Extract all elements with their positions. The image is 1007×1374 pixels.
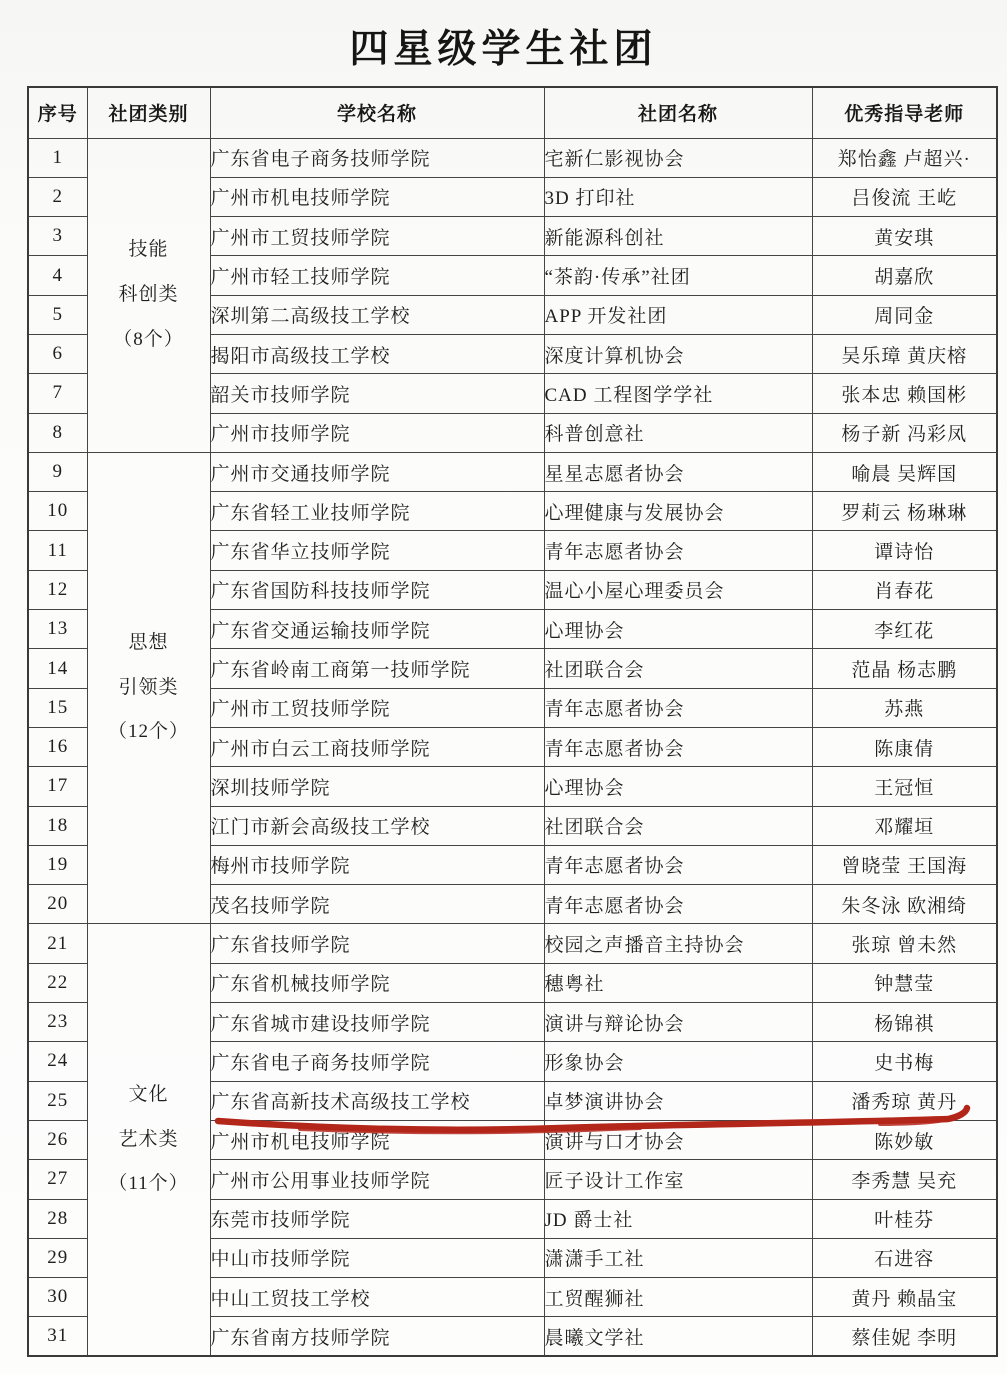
teachers-cell: 蔡佳妮 李明 (812, 1317, 997, 1356)
row-number-cell: 16 (28, 727, 87, 766)
row-number-cell: 23 (28, 1003, 87, 1042)
school-name-cell: 广东省技师学院 (210, 924, 544, 963)
school-name-cell: 广东省交通运输技师学院 (210, 610, 544, 649)
teachers-cell: 潘秀琼 黄丹 (812, 1081, 997, 1120)
club-name-cell: 新能源科创社 (544, 217, 812, 256)
club-name-cell: 演讲与辩论协会 (544, 1003, 812, 1042)
club-name-cell: APP 开发社团 (544, 295, 812, 334)
club-name-cell: 社团联合会 (544, 806, 812, 845)
club-name-cell: 深度计算机协会 (544, 334, 812, 373)
school-name-cell: 广东省城市建设技师学院 (210, 1003, 544, 1042)
school-name-cell: 广东省南方技师学院 (210, 1317, 544, 1356)
club-name-cell: 匠子设计工作室 (544, 1160, 812, 1199)
club-name-cell: 青年志愿者协会 (544, 885, 812, 924)
table-row (28, 138, 997, 177)
teachers-cell: 邓耀垣 (812, 806, 997, 845)
teachers-cell: 胡嘉欣 (812, 256, 997, 295)
header-row (28, 87, 997, 138)
teachers-cell: 吴乐璋 黄庆榕 (812, 334, 997, 373)
table-row (28, 452, 997, 491)
teachers-cell: 苏燕 (812, 688, 997, 727)
row-number-cell: 1 (28, 138, 87, 177)
school-name-cell: 茂名技师学院 (210, 885, 544, 924)
category-line: （12个） (107, 721, 189, 743)
school-name-cell: 广州市工贸技师学院 (210, 217, 544, 256)
club-name-cell: “茶韵·传承”社团 (544, 256, 812, 295)
row-number-cell: 4 (28, 256, 87, 295)
school-name-cell: 广州市机电技师学院 (210, 177, 544, 216)
row-number-cell: 12 (28, 570, 87, 609)
club-name-cell: 温心小屋心理委员会 (544, 570, 812, 609)
club-name-cell: 科普创意社 (544, 413, 812, 452)
school-name-cell: 广东省国防科技技师学院 (210, 570, 544, 609)
category-line: （8个） (113, 328, 184, 350)
row-number-cell: 26 (28, 1120, 87, 1159)
school-name-cell: 广州市轻工技师学院 (210, 256, 544, 295)
teachers-cell: 叶桂芬 (812, 1199, 997, 1238)
school-name-cell: 广东省高新技术高级技工学校 (210, 1081, 544, 1120)
club-name-cell: 形象协会 (544, 1042, 812, 1081)
row-number-cell: 28 (28, 1199, 87, 1238)
school-name-cell: 广东省轻工业技师学院 (210, 492, 544, 531)
school-name-cell: 江门市新会高级技工学校 (210, 806, 544, 845)
teachers-cell: 谭诗怡 (812, 531, 997, 570)
row-number-cell: 24 (28, 1042, 87, 1081)
row-number-cell: 18 (28, 806, 87, 845)
column-header: 优秀指导老师 (812, 87, 997, 138)
club-name-cell: 晨曦文学社 (544, 1317, 812, 1356)
row-number-cell: 9 (28, 452, 87, 491)
category-line: 艺术类 (118, 1128, 179, 1150)
club-name-cell: 心理协会 (544, 767, 812, 806)
club-name-cell: 工贸醒狮社 (544, 1278, 812, 1317)
teachers-cell: 王冠恒 (812, 767, 997, 806)
school-name-cell: 梅州市技师学院 (210, 845, 544, 884)
club-name-cell: 潇潇手工社 (544, 1238, 812, 1277)
teachers-cell: 黄安琪 (812, 217, 997, 256)
teachers-cell: 肖春花 (812, 570, 997, 609)
row-number-cell: 10 (28, 492, 87, 531)
category-cell (87, 452, 210, 924)
teachers-cell: 范晶 杨志鹏 (812, 649, 997, 688)
school-name-cell: 深圳技师学院 (210, 767, 544, 806)
school-name-cell: 广东省华立技师学院 (210, 531, 544, 570)
row-number-cell: 30 (28, 1278, 87, 1317)
school-name-cell: 广州市公用事业技师学院 (210, 1160, 544, 1199)
clubs-table (27, 86, 998, 1357)
row-number-cell: 8 (28, 413, 87, 452)
row-number-cell: 7 (28, 374, 87, 413)
category-cell (87, 924, 210, 1356)
club-name-cell: 星星志愿者协会 (544, 452, 812, 491)
category-cell (87, 138, 210, 452)
teachers-cell: 张琼 曾未然 (812, 924, 997, 963)
club-name-cell: 校园之声播音主持协会 (544, 924, 812, 963)
row-number-cell: 31 (28, 1317, 87, 1356)
row-number-cell: 13 (28, 610, 87, 649)
row-number-cell: 6 (28, 334, 87, 373)
category-line: 文化 (128, 1083, 169, 1105)
teachers-cell: 陈康倩 (812, 727, 997, 766)
club-name-cell: 青年志愿者协会 (544, 688, 812, 727)
row-number-cell: 2 (28, 177, 87, 216)
category-line: （11个） (108, 1173, 189, 1195)
row-number-cell: 15 (28, 688, 87, 727)
teachers-cell: 石进容 (812, 1238, 997, 1277)
row-number-cell: 14 (28, 649, 87, 688)
school-name-cell: 中山工贸技工学校 (210, 1278, 544, 1317)
teachers-cell: 钟慧莹 (812, 963, 997, 1002)
teachers-cell: 曾晓莹 王国海 (812, 845, 997, 884)
category-line: 引领类 (118, 676, 179, 698)
row-number-cell: 27 (28, 1160, 87, 1199)
column-header: 社团名称 (544, 87, 812, 138)
teachers-cell: 陈妙敏 (812, 1120, 997, 1159)
school-name-cell: 广东省电子商务技师学院 (210, 138, 544, 177)
row-number-cell: 11 (28, 531, 87, 570)
teachers-cell: 朱冬泳 欧湘绮 (812, 885, 997, 924)
club-name-cell: 青年志愿者协会 (544, 845, 812, 884)
column-header: 序号 (28, 87, 87, 138)
school-name-cell: 广东省机械技师学院 (210, 963, 544, 1002)
club-name-cell: 青年志愿者协会 (544, 727, 812, 766)
school-name-cell: 广州市交通技师学院 (210, 452, 544, 491)
row-number-cell: 20 (28, 885, 87, 924)
school-name-cell: 东莞市技师学院 (210, 1199, 544, 1238)
row-number-cell: 21 (28, 924, 87, 963)
teachers-cell: 吕俊流 王屹 (812, 177, 997, 216)
club-name-cell: 穗粤社 (544, 963, 812, 1002)
teachers-cell: 张本忠 赖国彬 (812, 374, 997, 413)
school-name-cell: 广州市工贸技师学院 (210, 688, 544, 727)
category-line: 技能 (128, 239, 169, 261)
school-name-cell: 广州市机电技师学院 (210, 1120, 544, 1159)
teachers-cell: 杨锦祺 (812, 1003, 997, 1042)
club-name-cell: 心理健康与发展协会 (544, 492, 812, 531)
school-name-cell: 广东省电子商务技师学院 (210, 1042, 544, 1081)
teachers-cell: 黄丹 赖晶宝 (812, 1278, 997, 1317)
teachers-cell: 周同金 (812, 295, 997, 334)
club-name-cell: 社团联合会 (544, 649, 812, 688)
club-name-cell: 宅新仁影视协会 (544, 138, 812, 177)
club-name-cell: 卓梦演讲协会 (544, 1081, 812, 1120)
club-name-cell: CAD 工程图学学社 (544, 374, 812, 413)
table-header (28, 87, 997, 138)
school-name-cell: 韶关市技师学院 (210, 374, 544, 413)
row-number-cell: 17 (28, 767, 87, 806)
club-name-cell: 青年志愿者协会 (544, 531, 812, 570)
page-title: 四星级学生社团 (349, 28, 658, 71)
teachers-cell: 史书梅 (812, 1042, 997, 1081)
table-body (28, 138, 997, 1356)
table-row (28, 924, 997, 963)
school-name-cell: 揭阳市高级技工学校 (210, 334, 544, 373)
teachers-cell: 杨子新 冯彩凤 (812, 413, 997, 452)
school-name-cell: 广东省岭南工商第一技师学院 (210, 649, 544, 688)
row-number-cell: 3 (28, 217, 87, 256)
category-line: 思想 (128, 632, 169, 654)
school-name-cell: 中山市技师学院 (210, 1238, 544, 1277)
row-number-cell: 5 (28, 295, 87, 334)
teachers-cell: 郑怡鑫 卢超兴· (812, 138, 997, 177)
school-name-cell: 广州市技师学院 (210, 413, 544, 452)
teachers-cell: 李秀慧 吴充 (812, 1160, 997, 1199)
row-number-cell: 29 (28, 1238, 87, 1277)
school-name-cell: 广州市白云工商技师学院 (210, 727, 544, 766)
row-number-cell: 25 (28, 1081, 87, 1120)
school-name-cell: 深圳第二高级技工学校 (210, 295, 544, 334)
teachers-cell: 喻晨 吴辉国 (812, 452, 997, 491)
row-number-cell: 19 (28, 845, 87, 884)
column-header: 社团类别 (87, 87, 210, 138)
teachers-cell: 罗莉云 杨琳琳 (812, 492, 997, 531)
club-name-cell: 演讲与口才协会 (544, 1120, 812, 1159)
row-number-cell: 22 (28, 963, 87, 1002)
column-header: 学校名称 (210, 87, 544, 138)
teachers-cell: 李红花 (812, 610, 997, 649)
category-line: 科创类 (118, 283, 179, 305)
club-name-cell: 3D 打印社 (544, 177, 812, 216)
club-name-cell: 心理协会 (544, 610, 812, 649)
club-name-cell: JD 爵士社 (544, 1199, 812, 1238)
